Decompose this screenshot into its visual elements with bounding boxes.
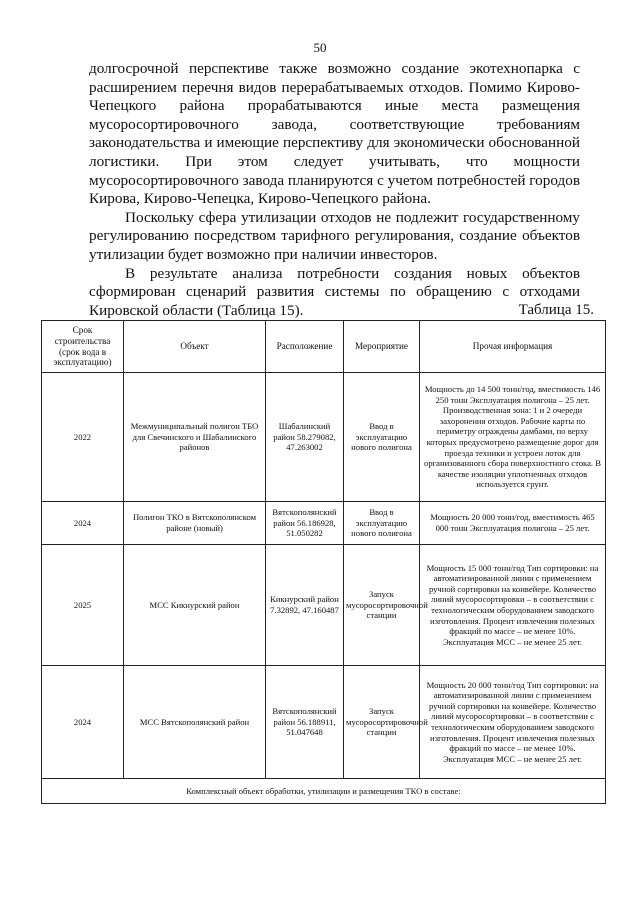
cell-complex-object: Комплексный объект обработки, утилизации и размещения ТКО в составе:: [42, 779, 606, 804]
table-header-row: [42, 321, 606, 373]
cell-year: 2024: [42, 502, 124, 545]
cell-object: МСС Кикнурский район: [124, 545, 266, 666]
header-construction-period: Срок строительства (срок вода в эксплуатацию): [42, 321, 124, 373]
cell-action: Ввод в эксплуатацию нового полигона: [344, 373, 420, 502]
cell-info: Мощность до 14 500 тонн/год, вместимость 146 250 тонн Эксплуатация полигона – 25 лет. Производственная зона: 1 и 2 очереди захоронения отходов. Рабочие карты по периметру ограждены дамбами, по верху которых предусмотрено размещение дорог для проезда техники и устроен лоток для организованного сбора поверхностного стока. В качестве изоляции уплотненных отходов используется грунт.: [420, 373, 606, 502]
cell-action: Запуск мусоросортировочной станции: [344, 545, 420, 666]
cell-info: Мощность 20 000 тонн/год Тип сортировки: на автоматизированной линии с применением ручной сортировки на конвейере. Количество линий мусоросортировки – в соответствии с технологическим оборудованием заводского изготовления. Процент извлечения полезных фракций по массе – не менее 10%. Эксплуатация МСС – не менее 25 лет.: [420, 666, 606, 779]
table-row: [42, 373, 606, 502]
cell-info: Мощность 20 000 тонн/год, вместимость 465 000 тонн Эксплуатация полигона – 25 лет.: [420, 502, 606, 545]
paragraph-2: Поскольку сфера утилизации отходов не подлежит государственному регулированию посредством тарифного регулирования, создание объектов утилизации будет возможно при наличии инвесторов.: [89, 208, 580, 263]
cell-action: Запуск мусоросортировочной станции: [344, 666, 420, 779]
cell-year: 2022: [42, 373, 124, 502]
cell-location: Вятскополянский район 56.186928, 51.050282: [266, 502, 344, 545]
table-row: [42, 545, 606, 666]
paragraph-3: В результате анализа потребности создания новых объектов сформирован сценарий развития системы по обращению с отходами Кировской области (Таблица 15).: [89, 264, 580, 319]
cell-location: Шабалинский район 58.279082, 47.263002: [266, 373, 344, 502]
cell-action: Ввод в эксплуатацию нового полигона: [344, 502, 420, 545]
scenario-table: [41, 320, 606, 804]
cell-location: Вятскополянский район 56.188911, 51.047648: [266, 666, 344, 779]
header-location: Расположение: [266, 321, 344, 373]
header-object: Объект: [124, 321, 266, 373]
table-row: [42, 502, 606, 545]
header-other-info: Прочая информация: [420, 321, 606, 373]
cell-object: Полигон ТКО в Вятскополянском районе (новый): [124, 502, 266, 545]
paragraph-1: долгосрочной перспективе также возможно создание экотехнопарка с расширением перечня видов перерабатываемых отходов. Помимо Кирово-Чепецкого района прорабатываются иные места размещения мусоросортировочного завода, соответствующие требованиям законодательства и имеющие перспективу для экономически обоснованной логистики. При этом следует учитывать, что мощности мусоросортировочного завода планируются с учетом потребностей городов Кирова, Кирово-Чепецка, Кирово-Чепецкого района.: [89, 60, 580, 208]
cell-location: Кикнурский район 7.32892, 47.160487: [266, 545, 344, 666]
body-text: [89, 60, 580, 320]
cell-object: Межмуниципальный полигон ТБО для Свечинского и Шабалинского районов: [124, 373, 266, 502]
cell-year: 2024: [42, 666, 124, 779]
table-footer-row: [42, 779, 606, 804]
table-row: [42, 666, 606, 779]
cell-object: МСС Вятскополянский район: [124, 666, 266, 779]
header-action: Мероприятие: [344, 321, 420, 373]
table-caption: Таблица 15.: [518, 302, 594, 318]
cell-info: Мощность 15 000 тонн/год Тип сортировки: на автоматизированной линии с применением ручной сортировки на конвейере. Количество линий мусоросортировки – в соответствии с технологическим оборудованием заводского изготовления. Процент извлечения полезных фракций по массе – не менее 10%. Эксплуатация МСС – не менее 25 лет.: [420, 545, 606, 666]
page-number: 50: [313, 40, 327, 55]
cell-year: 2025: [42, 545, 124, 666]
